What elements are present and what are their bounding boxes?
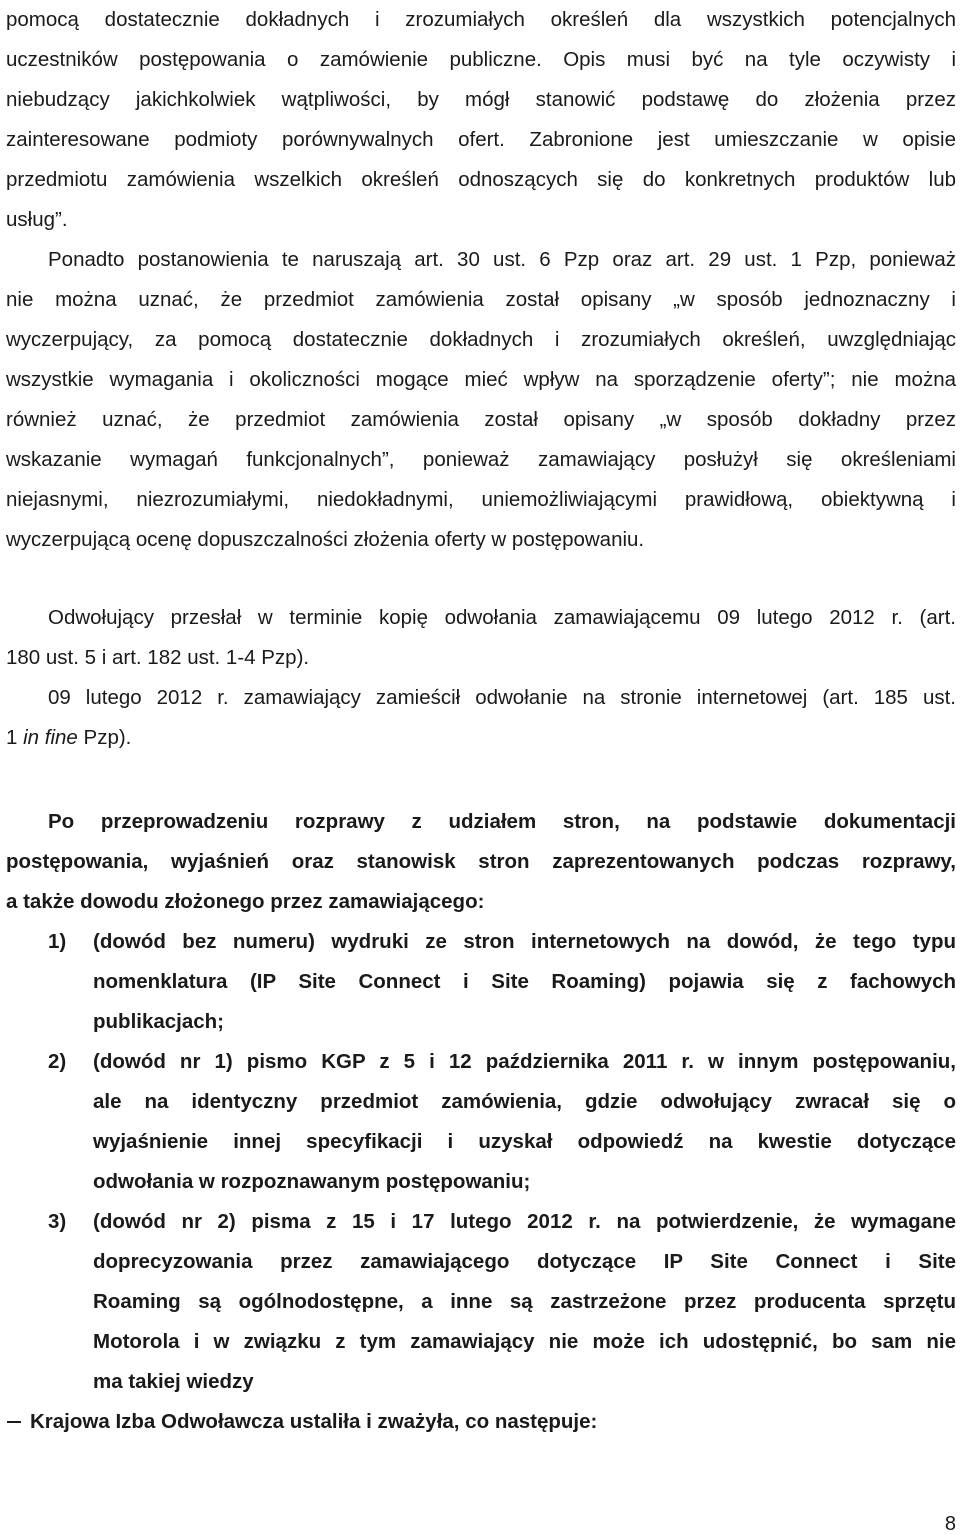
page-number: 8: [944, 1513, 956, 1535]
bold-intro: [6, 802, 956, 922]
text-line: wyczerpującą ocenę dopuszczalności złożenia oferty w postępowaniu.: [6, 528, 645, 551]
text-line: postępowania, wyjaśnień oraz stanowisk stron zaprezentowanych podczas rozprawy,: [6, 850, 956, 873]
list-number: 2): [48, 1050, 67, 1073]
text-line: ma takiej wiedzy: [93, 1370, 254, 1393]
text-line: nomenklatura (IP Site Connect i Site Roaming) pojawia się z fachowych: [93, 970, 956, 993]
text-line: wyjaśnienie innej specyfikacji i uzyskał odpowiedź na kwestie dotyczące: [93, 1130, 956, 1153]
spacer: [6, 758, 956, 802]
text-line: a także dowodu złożonego przez zamawiającego:: [6, 890, 485, 913]
text-fragment: 1: [6, 726, 24, 749]
text-line: Po przeprowadzeniu rozprawy z udziałem stron, na podstawie dokumentacji: [48, 810, 956, 833]
text-line: usług”.: [6, 208, 68, 231]
text-line: zainteresowane podmioty porównywalnych ofert. Zabronione jest umieszczanie w opisie: [6, 128, 956, 151]
text-line: 180 ust. 5 i art. 182 ust. 1-4 Pzp).: [6, 646, 310, 669]
list-item: [6, 1202, 956, 1402]
evidence-list: [6, 922, 956, 1402]
text-fragment: Pzp).: [77, 726, 132, 749]
conclusion-text: Krajowa Izba Odwoławcza ustaliła i zważyła, co następuje:: [30, 1410, 598, 1433]
text-line: wskazanie wymagań funkcjonalnych”, ponieważ zamawiający posłużył się określeniami: [6, 448, 956, 471]
text-line: Roaming są ogólnodostępne, a inne są zastrzeżone przez producenta sprzętu: [93, 1290, 956, 1313]
text-line: przedmiotu zamówienia wszelkich określeń odnoszących się do konkretnych produktów lub: [6, 168, 956, 191]
text-line: niejasnymi, niezrozumiałymi, niedokładnymi, uniemożliwiającymi prawidłową, obiektywną i: [6, 488, 956, 511]
text-line: (dowód bez numeru) wydruki ze stron internetowych na dowód, że tego typu: [93, 930, 956, 953]
paragraph-4: [6, 678, 956, 758]
text-line: pomocą dostatecznie dokładnych i zrozumiałych określeń dla wszystkich potencjalnych: [6, 8, 956, 31]
text-line: (dowód nr 2) pisma z 15 i 17 lutego 2012 r. na potwierdzenie, że wymagane: [93, 1210, 956, 1233]
dash-icon: [7, 1421, 21, 1423]
text-line: Ponadto postanowienia te naruszają art. 30 ust. 6 Pzp oraz art. 29 ust. 1 Pzp, ponieważ: [48, 248, 956, 271]
paragraph-3: [6, 598, 956, 678]
text-line: 09 lutego 2012 r. zamawiający zamieścił odwołanie na stronie internetowej (art. 185 ust.: [48, 686, 956, 709]
text-line: publikacjach;: [93, 1010, 225, 1033]
conclusion-line: [6, 1402, 956, 1442]
text-line: wszystkie wymagania i okoliczności mogące mieć wpływ na sporządzenie oferty”; nie można: [6, 368, 956, 391]
paragraph-1: [6, 0, 956, 240]
spacer: [6, 560, 956, 598]
text-line: ale na identyczny przedmiot zamówienia, gdzie odwołujący zwracał się o: [93, 1090, 956, 1113]
text-line: [6, 718, 956, 758]
text-line: doprecyzowania przez zamawiającego dotyczące IP Site Connect i Site: [93, 1250, 956, 1273]
text-line: nie można uznać, że przedmiot zamówienia został opisany „w sposób jednoznaczny i: [6, 288, 956, 311]
document-page: [6, 0, 956, 1442]
text-line: odwołania w rozpoznawanym postępowaniu;: [93, 1170, 531, 1193]
text-line: Odwołujący przesłał w terminie kopię odwołania zamawiającemu 09 lutego 2012 r. (art.: [48, 606, 956, 629]
text-line: niebudzący jakichkolwiek wątpliwości, by mógł stanowić podstawę do złożenia przez: [6, 88, 956, 111]
text-line: również uznać, że przedmiot zamówienia został opisany „w sposób dokładny przez: [6, 408, 956, 431]
text-line: uczestników postępowania o zamówienie publiczne. Opis musi być na tyle oczywisty i: [6, 48, 956, 71]
list-number: 3): [48, 1210, 67, 1233]
text-line: Motorola i w związku z tym zamawiający nie może ich udostępnić, bo sam nie: [93, 1330, 956, 1353]
list-item: [6, 922, 956, 1042]
text-line: wyczerpujący, za pomocą dostatecznie dokładnych i zrozumiałych określeń, uwzględniając: [6, 328, 956, 351]
italic-phrase: in fine: [23, 726, 78, 749]
text-line: (dowód nr 1) pismo KGP z 5 i 12 października 2011 r. w innym postępowaniu,: [93, 1050, 956, 1073]
list-number: 1): [48, 930, 67, 953]
paragraph-2: [6, 240, 956, 560]
list-item: [6, 1042, 956, 1202]
